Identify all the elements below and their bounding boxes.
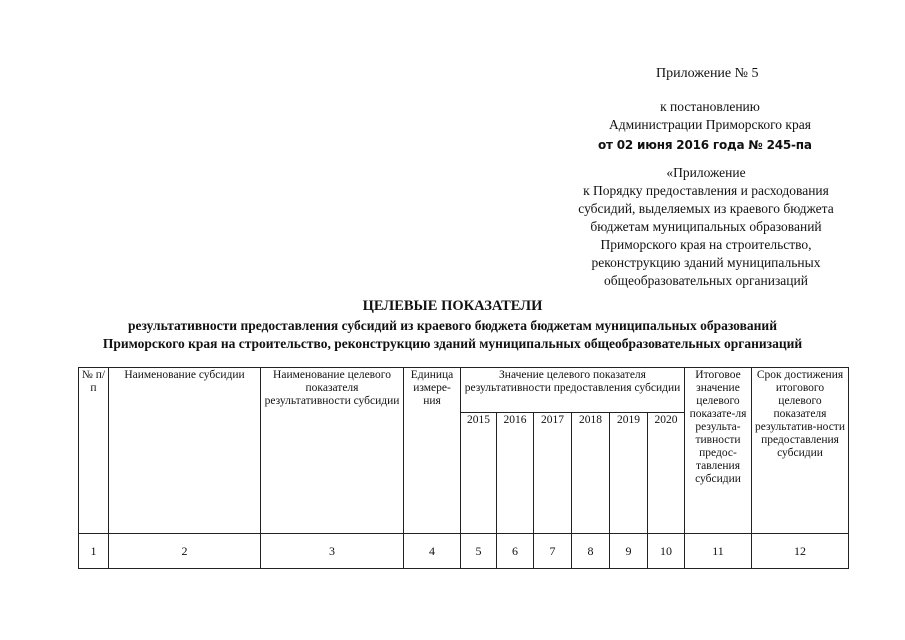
col-header-subsidy: Наименование субсидии (109, 368, 261, 534)
order-date: от 02 июня 2016 года № 245-па (598, 138, 812, 152)
order-reference-line: Администрации Приморского края (609, 117, 811, 132)
col-header-deadline: Срок достижения итогового целевого показателя результатив-ности предоставления субсидии (752, 368, 849, 534)
index-cell: 9 (610, 534, 648, 569)
procedure-line: субсидий, выделяемых из краевого бюджета (578, 201, 834, 216)
index-cell: 1 (79, 534, 109, 569)
procedure-line: реконструкцию зданий муниципальных (591, 255, 821, 270)
appendix-number: Приложение № 5 (656, 66, 759, 81)
col-header-year: 2019 (610, 413, 648, 534)
col-header-year: 2020 (648, 413, 685, 534)
col-header-final: Итоговое значение целевого показате-ля результа-тивности предос-тавления субсидии (685, 368, 752, 534)
index-cell: 10 (648, 534, 685, 569)
index-cell: 4 (404, 534, 461, 569)
col-header-num: № п/п (79, 368, 109, 534)
col-header-year: 2018 (572, 413, 610, 534)
col-header-year: 2015 (461, 413, 497, 534)
index-cell: 7 (534, 534, 572, 569)
order-reference (560, 98, 860, 134)
procedure-line: к Порядку предоставления и расходования (583, 183, 829, 198)
procedure-line: бюджетам муниципальных образований (590, 219, 822, 234)
procedure-reference (520, 164, 892, 290)
indicators-table (78, 367, 849, 569)
index-cell: 11 (685, 534, 752, 569)
procedure-line: общеобразовательных организаций (604, 273, 808, 288)
index-cell: 5 (461, 534, 497, 569)
table-header-row (79, 368, 849, 413)
index-cell: 3 (261, 534, 404, 569)
document-subtitle-line-1: результативности предоставления субсидий из краевого бюджета бюджетам муниципальных образований (128, 318, 777, 333)
col-header-indicator: Наименование целевого показателя результативности субсидии (261, 368, 404, 534)
index-cell: 8 (572, 534, 610, 569)
document-title: ЦЕЛЕВЫЕ ПОКАЗАТЕЛИ (362, 298, 543, 314)
col-header-values-group: Значение целевого показателя результативности предоставления субсидии (461, 368, 685, 413)
order-reference-line: к постановлению (660, 99, 760, 114)
index-cell: 2 (109, 534, 261, 569)
index-cell: 12 (752, 534, 849, 569)
procedure-line: Приморского края на строительство, (600, 237, 812, 252)
document-subtitle-line-2: Приморского края на строительство, реконструкцию зданий муниципальных общеобразовательных организаций (102, 336, 803, 351)
procedure-line: «Приложение (666, 165, 746, 180)
col-header-year: 2017 (534, 413, 572, 534)
index-cell: 6 (497, 534, 534, 569)
col-header-year: 2016 (497, 413, 534, 534)
table-index-row (79, 534, 849, 569)
col-header-unit: Единица измере-ния (404, 368, 461, 534)
